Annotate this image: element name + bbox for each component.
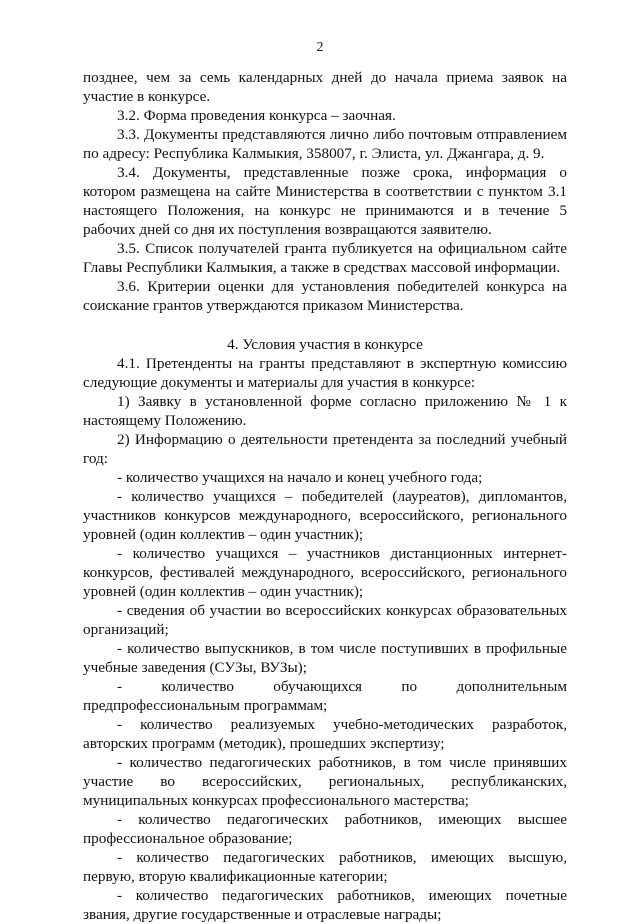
list-item: - количество педагогических работников, имеющих высшую, первую, вторую квалификационные категории; bbox=[83, 849, 567, 885]
list-item: - количество учащихся – участников дистанционных интернет-конкурсов, фестивалей международного, всероссийского, регионального уровней (один коллектив – один участник); bbox=[83, 545, 567, 600]
list-item: - количество учащихся на начало и конец учебного года; bbox=[117, 469, 483, 486]
paragraph: 3.5. Список получателей гранта публикуется на официальном сайте Главы Республики Калмыкия, а также в средствах массовой информации. bbox=[83, 240, 567, 276]
paragraph: позднее, чем за семь календарных дней до начала приема заявок на участие в конкурсе. bbox=[83, 69, 567, 105]
list-item: - количество выпускников, в том числе поступивших в профильные учебные заведения (СУЗы, ВУЗы); bbox=[83, 640, 567, 676]
list-item: - количество обучающихся по дополнительным предпрофессиональным программам; bbox=[83, 678, 567, 714]
list-item: - количество педагогических работников, имеющих высшее профессиональное образование; bbox=[83, 811, 567, 847]
list-item: - количество учащихся – победителей (лауреатов), дипломантов, участников конкурсов международного, всероссийского, регионального уровней (один коллектив – один участник); bbox=[83, 488, 567, 543]
list-item: - сведения об участии во всероссийских конкурсах образовательных организаций; bbox=[83, 602, 567, 638]
list-item: - количество реализуемых учебно-методических разработок, авторских программ (методик), прошедших экспертизу; bbox=[83, 716, 567, 752]
paragraph: 3.6. Критерии оценки для установления победителей конкурса на соискание грантов утверждаются приказом Министерства. bbox=[83, 278, 567, 314]
page-number: 2 bbox=[316, 40, 324, 55]
paragraph: 3.4. Документы, представленные позже срока, информация о котором размещена на сайте Министерства в соответствии с пунктом 3.1 настоящего Положения, на конкурс не принимаются и в течение 5 рабочих дней со дня их поступления возвращаются заявителю. bbox=[83, 164, 567, 238]
list-item: - количество педагогических работников, в том числе принявших участие во всероссийских, региональных, республиканских, муниципальных конкурсах профессионального мастерства; bbox=[83, 754, 567, 809]
paragraph: 2) Информацию о деятельности претендента за последний учебный год: bbox=[83, 431, 567, 467]
list-item: - количество педагогических работников, имеющих почетные звания, другие государственные и отраслевые награды; bbox=[83, 887, 567, 923]
paragraph: 1) Заявку в установленной форме согласно приложению № 1 к настоящему Положению. bbox=[83, 393, 567, 429]
paragraph: 3.2. Форма проведения конкурса – заочная. bbox=[117, 107, 396, 124]
document-body bbox=[83, 68, 567, 924]
section-heading: 4. Условия участия в конкурсе bbox=[227, 336, 423, 353]
paragraph: 4.1. Претенденты на гранты представляют в экспертную комиссию следующие документы и материалы для участия в конкурсе: bbox=[83, 355, 567, 391]
paragraph: 3.3. Документы представляются лично либо почтовым отправлением по адресу: Республика Калмыкия, 358007, г. Элиста, ул. Джангара, д. 9. bbox=[83, 126, 567, 162]
section-gap bbox=[83, 315, 567, 335]
